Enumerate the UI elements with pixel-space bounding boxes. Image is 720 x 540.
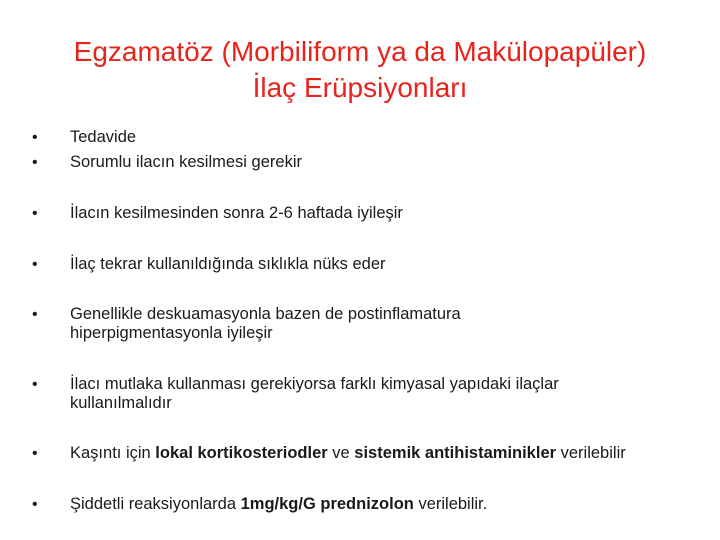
bullet-text-part: verilebilir. (413, 495, 488, 513)
bullet-item (32, 204, 702, 223)
bullet-text-bold: 1mg/kg/G prednizolon (240, 495, 414, 513)
bullet-text-part: İlacı mutlaka kullanması gerekiyorsa farklı kimyasal yapıdaki ilaçlar kullanılmalıdır (70, 375, 559, 412)
bullet-text-part: Şiddetli reaksiyonlarda (70, 495, 241, 513)
bullet-marker: • (32, 306, 38, 323)
bullet-text-bold: lokal kortikosteriodler (155, 444, 328, 462)
bullet-marker: • (32, 129, 38, 146)
bullet-marker: • (32, 205, 38, 222)
bullet-item (32, 495, 702, 514)
bullet-item (32, 153, 702, 172)
bullet-item (32, 305, 552, 343)
bullet-text (70, 495, 702, 514)
bullet-text-part: İlacın kesilmesinden sonra 2-6 haftada iyileşir (70, 204, 403, 222)
bullet-item (32, 128, 632, 147)
bullet-text-part: İlaç tekrar kullanıldığında sıklıkla nüks eder (70, 255, 386, 273)
title-line-1: Egzamatöz (Morbiliform ya da Makülopapüler) (73, 36, 647, 67)
bullet-text (70, 128, 632, 147)
bullet-text (70, 375, 652, 413)
bullet-text-part: Tedavide (70, 128, 137, 146)
bullet-marker: • (32, 496, 38, 513)
bullet-item (32, 255, 702, 274)
bullet-text-part: Genellikle deskuamasyonla bazen de postinflamatura hiperpigmentasyonla iyileşir (70, 305, 461, 342)
bullet-marker: • (32, 376, 38, 393)
bullet-text-part: Kaşıntı için (70, 444, 156, 462)
bullet-text-part: ve (327, 444, 355, 462)
bullet-item (32, 375, 652, 413)
bullet-text-part: Sorumlu ilacın kesilmesi gerekir (70, 153, 302, 171)
bullet-text-part: verilebilir (556, 444, 626, 462)
bullet-marker: • (32, 154, 38, 171)
bullet-text (70, 204, 702, 223)
bullet-marker: • (32, 256, 38, 273)
bullet-text-bold: sistemik antihistaminikler (354, 444, 557, 462)
bullet-text (70, 305, 552, 343)
title-line-2: İlaç Erüpsiyonları (252, 72, 468, 103)
bullet-text (70, 255, 702, 274)
bullet-item (32, 444, 712, 463)
bullet-text (70, 153, 702, 172)
slide-title (0, 34, 720, 106)
bullet-text (70, 444, 712, 463)
bullet-marker: • (32, 445, 38, 462)
